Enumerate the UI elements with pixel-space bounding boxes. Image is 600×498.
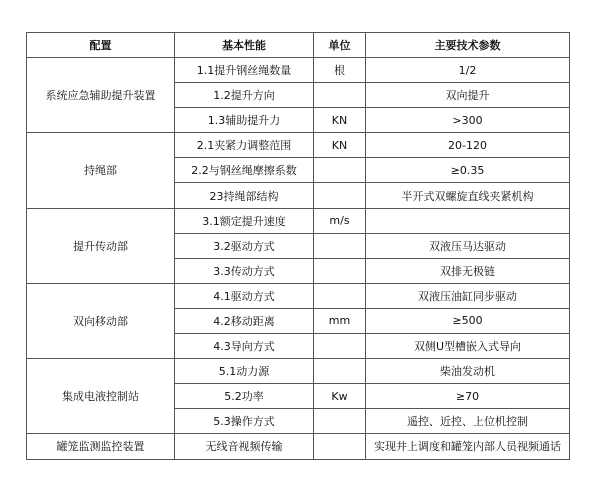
- header-unit: 单位: [314, 33, 366, 58]
- performance-cell: 5.3操作方式: [175, 409, 314, 434]
- group-name: 集成电液控制站: [27, 359, 175, 434]
- parameter-cell: ≥500: [366, 308, 570, 333]
- group-name: 双向移动部: [27, 283, 175, 358]
- parameter-cell: 20-120: [366, 133, 570, 158]
- performance-cell: 3.3传动方式: [175, 258, 314, 283]
- parameter-cell: 双排无极链: [366, 258, 570, 283]
- parameter-cell: 1/2: [366, 58, 570, 83]
- parameter-cell: 双液压油缸同步驱动: [366, 283, 570, 308]
- unit-cell: [314, 359, 366, 384]
- table-row: [27, 208, 570, 233]
- performance-cell: 无线音视频传输: [175, 434, 314, 459]
- unit-cell: mm: [314, 308, 366, 333]
- group-name: 罐笼监测监控装置: [27, 434, 175, 459]
- performance-cell: 23持绳部结构: [175, 183, 314, 208]
- performance-cell: 3.2驱动方式: [175, 233, 314, 258]
- parameter-cell: 双向提升: [366, 83, 570, 108]
- performance-cell: 1.3辅助提升力: [175, 108, 314, 133]
- unit-cell: [314, 183, 366, 208]
- unit-cell: m/s: [314, 208, 366, 233]
- unit-cell: [314, 158, 366, 183]
- parameter-cell: ≥0.35: [366, 158, 570, 183]
- unit-cell: Kw: [314, 384, 366, 409]
- performance-cell: 4.2移动距离: [175, 308, 314, 333]
- unit-cell: [314, 334, 366, 359]
- parameter-cell: 半开式双螺旋直线夹紧机构: [366, 183, 570, 208]
- performance-cell: 5.1动力源: [175, 359, 314, 384]
- parameter-cell: 双液压马达驱动: [366, 233, 570, 258]
- table-row: [27, 283, 570, 308]
- performance-cell: 1.2提升方向: [175, 83, 314, 108]
- performance-cell: 2.2与钢丝绳摩擦系数: [175, 158, 314, 183]
- unit-cell: KN: [314, 108, 366, 133]
- unit-cell: [314, 283, 366, 308]
- parameter-cell: 实现井上调度和罐笼内部人员视频通话: [366, 434, 570, 459]
- parameter-cell: 柴油发动机: [366, 359, 570, 384]
- spec-table: [26, 32, 570, 460]
- performance-cell: 2.1夹紧力调整范围: [175, 133, 314, 158]
- performance-cell: 5.2功率: [175, 384, 314, 409]
- group-name: 提升传动部: [27, 208, 175, 283]
- header-config: 配置: [27, 33, 175, 58]
- parameter-cell: [366, 208, 570, 233]
- unit-cell: [314, 409, 366, 434]
- performance-cell: 1.1提升钢丝绳数量: [175, 58, 314, 83]
- unit-cell: [314, 233, 366, 258]
- table-row: [27, 133, 570, 158]
- table-row: [27, 58, 570, 83]
- unit-cell: KN: [314, 133, 366, 158]
- unit-cell: 根: [314, 58, 366, 83]
- unit-cell: [314, 258, 366, 283]
- group-name: 持绳部: [27, 133, 175, 208]
- parameter-cell: ≥70: [366, 384, 570, 409]
- parameter-cell: 遥控、近控、上位机控制: [366, 409, 570, 434]
- performance-cell: 4.3导向方式: [175, 334, 314, 359]
- unit-cell: [314, 434, 366, 459]
- table-row: [27, 434, 570, 459]
- group-name: 系统应急辅助提升装置: [27, 58, 175, 133]
- header-performance: 基本性能: [175, 33, 314, 58]
- performance-cell: 4.1驱动方式: [175, 283, 314, 308]
- table-row: [27, 359, 570, 384]
- header-row: [27, 33, 570, 58]
- header-parameters: 主要技术参数: [366, 33, 570, 58]
- parameter-cell: 双侧U型槽嵌入式导向: [366, 334, 570, 359]
- parameter-cell: >300: [366, 108, 570, 133]
- performance-cell: 3.1额定提升速度: [175, 208, 314, 233]
- unit-cell: [314, 83, 366, 108]
